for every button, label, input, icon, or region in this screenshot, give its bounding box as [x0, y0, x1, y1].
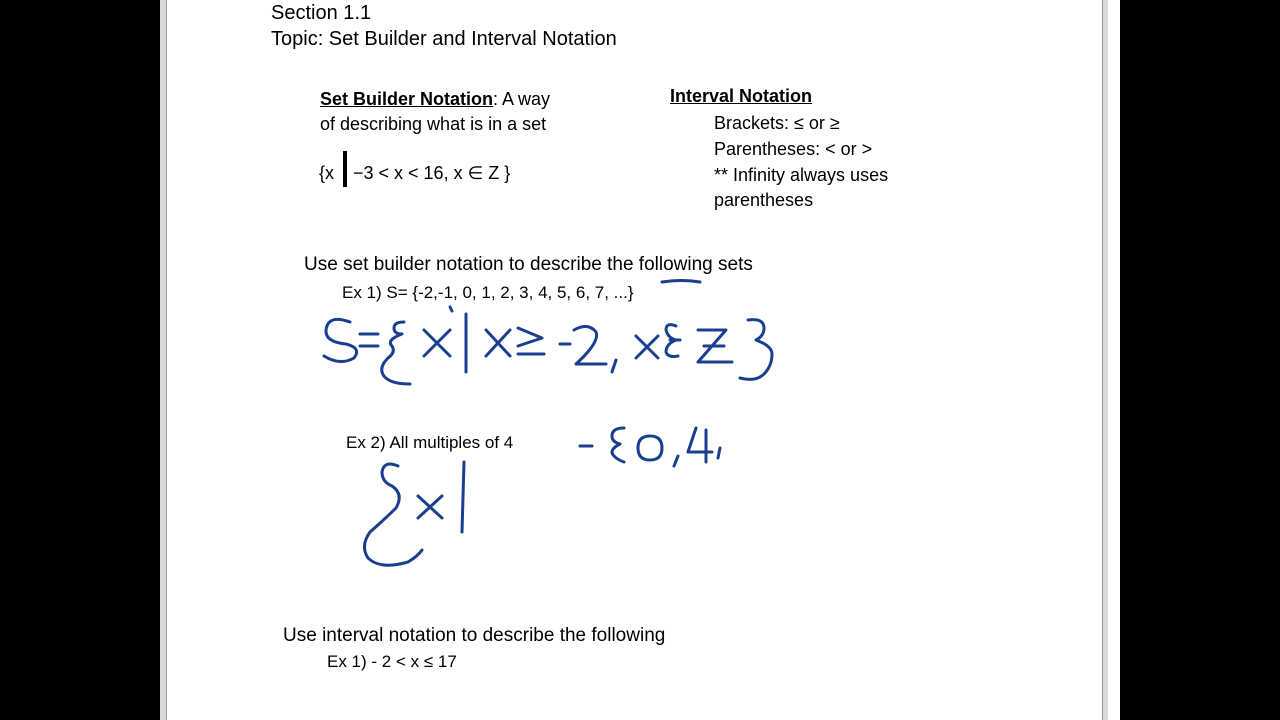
- interval-notation-heading: Interval Notation: [670, 86, 813, 106]
- handwritten-answer-ex1: [324, 314, 772, 384]
- interval-instruction: Use interval notation to describe the following: [283, 625, 666, 646]
- interval-brackets-rule: Brackets: ≤ or ≥: [714, 113, 840, 133]
- set-builder-example-rest: −3 < x < 16, x ∈ Z }: [353, 163, 511, 183]
- set-builder-definition-rest: : A way: [493, 89, 551, 109]
- ink-ellipsis-overline: [662, 281, 700, 283]
- set-builder-definition-line2: of describing what is in a set: [320, 114, 547, 134]
- set-builder-exercise-2: Ex 2) All multiples of 4: [346, 433, 514, 452]
- interval-infinity-rule-line1: ** Infinity always uses: [714, 165, 889, 185]
- set-builder-term: Set Builder Notation: [320, 89, 494, 109]
- section-title: Section 1.1: [271, 2, 372, 24]
- interval-exercise-1: Ex 1) - 2 < x ≤ 17: [327, 652, 457, 671]
- interval-infinity-rule-line2: parentheses: [714, 190, 814, 210]
- worksheet-page: [160, 0, 1120, 720]
- set-builder-instruction: Use set builder notation to describe the following sets: [304, 254, 753, 275]
- topic-title: Topic: Set Builder and Interval Notation: [271, 28, 617, 50]
- handwritten-answer-ex2-list: [580, 428, 720, 466]
- ink-tick-mark: [450, 307, 452, 311]
- handwritten-ink-layer: [160, 0, 1120, 720]
- interval-parentheses-rule: Parentheses: < or >: [714, 139, 873, 159]
- set-builder-example-open: {x: [319, 163, 335, 183]
- handwritten-answer-ex2-builder: [364, 462, 464, 565]
- set-builder-exercise-1: Ex 1) S= {-2,-1, 0, 1, 2, 3, 4, 5, 6, 7, ...}: [342, 283, 634, 302]
